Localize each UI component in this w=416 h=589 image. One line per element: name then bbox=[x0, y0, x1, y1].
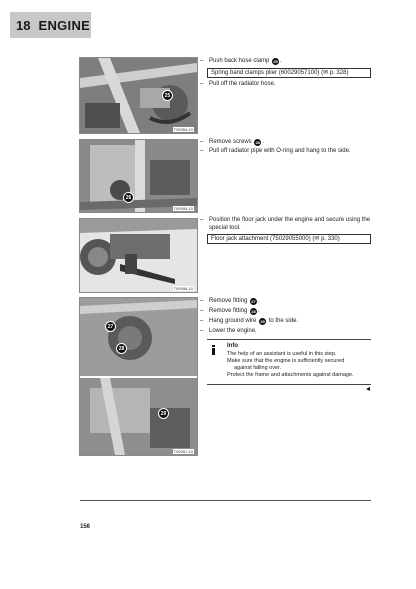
step-text-end: . bbox=[258, 308, 260, 314]
bullet-dash: – bbox=[200, 58, 204, 64]
info-text bbox=[227, 351, 354, 379]
info-line: The help of an assistant is useful in this step. bbox=[227, 351, 337, 357]
chapter-header bbox=[10, 12, 91, 38]
step-text-end: . bbox=[262, 139, 265, 145]
chapter-number: 18 bbox=[16, 17, 31, 33]
step-text-end: . bbox=[258, 298, 260, 304]
step4-remove-fitting-27 bbox=[209, 297, 260, 305]
step2-remove-screws bbox=[209, 138, 264, 146]
section-end-arrow bbox=[366, 387, 370, 391]
photo-radiator-hose bbox=[79, 57, 198, 134]
bullet-dash: – bbox=[200, 148, 204, 154]
step-text-line: special tool. bbox=[209, 225, 241, 231]
chapter-title: ENGINE bbox=[38, 17, 91, 33]
step4-remove-fitting-28 bbox=[209, 307, 260, 315]
callout-27: 27 bbox=[105, 321, 116, 332]
photo-radiator-hose-image bbox=[80, 58, 197, 133]
step-text-line: Position the floor jack under the engine and secure using the bbox=[209, 217, 371, 223]
photo-code: T00957-10 bbox=[173, 449, 193, 454]
info-title: Info bbox=[227, 343, 238, 349]
callout-25: 25 bbox=[162, 90, 173, 101]
info-bottom-rule bbox=[207, 384, 371, 385]
callout-26: 26 bbox=[123, 192, 134, 203]
ref-25: 25 bbox=[273, 59, 278, 64]
bullet-dash: – bbox=[200, 139, 204, 145]
callout-28: 28 bbox=[116, 343, 127, 354]
bullet-dash: – bbox=[200, 328, 204, 334]
ref-27: 27 bbox=[251, 299, 256, 304]
step1-push-back-hose-clamp bbox=[209, 57, 282, 65]
step-text: Remove fitting bbox=[209, 308, 248, 314]
photo-code: T00956-10 bbox=[173, 286, 193, 291]
step4-lower-engine: Lower the engine. bbox=[209, 328, 257, 334]
step-text-end: to the side. bbox=[268, 318, 299, 324]
ref-26: 26 bbox=[255, 140, 261, 145]
step-text: Remove screws bbox=[209, 139, 252, 145]
photo-code: T00954-10 bbox=[173, 127, 193, 132]
info-line: Protect the frame and attachments against damage. bbox=[227, 372, 354, 378]
info-icon bbox=[210, 345, 217, 355]
footer-rule bbox=[80, 500, 371, 501]
photo-floor-jack-image bbox=[80, 219, 197, 292]
info-line: Make sure that the engine is sufficiently secured bbox=[227, 358, 345, 364]
bullet-dash: – bbox=[200, 298, 204, 304]
step-text-end: . bbox=[280, 58, 282, 64]
bullet-dash: – bbox=[200, 81, 204, 87]
callout-29: 29 bbox=[158, 408, 169, 419]
photo-radiator-pipe-image bbox=[80, 140, 197, 212]
tool-spring-band-pliers: Spring band clamps plier (60029057100) (✉ p. 328) bbox=[207, 68, 371, 78]
bullet-dash: – bbox=[200, 318, 204, 324]
info-top-rule bbox=[207, 339, 371, 340]
tool-floor-jack-attachment: Floor jack attachment (75029055000) (✉ p. 330) bbox=[207, 234, 371, 244]
ref-29: 29 bbox=[260, 319, 265, 324]
photo-code: T00955-10 bbox=[173, 206, 193, 211]
step-text: Push back hose clamp bbox=[209, 58, 270, 64]
photo-engine-fittings-image bbox=[80, 298, 197, 455]
step3-position-floor-jack bbox=[209, 216, 370, 232]
photo-radiator-pipe bbox=[79, 139, 198, 213]
bullet-dash: – bbox=[200, 217, 204, 223]
step-text: Remove fitting bbox=[209, 298, 248, 304]
photo-engine-fittings bbox=[79, 297, 198, 456]
photo-floor-jack bbox=[79, 218, 198, 293]
step2-pull-off-pipe: Pull off radiator pipe with O-ring and hang to the side. bbox=[209, 148, 351, 154]
info-line: against falling over. bbox=[234, 365, 282, 371]
step4-hang-ground-wire bbox=[209, 317, 298, 325]
ref-28: 28 bbox=[251, 309, 256, 314]
step-text: Hang ground wire bbox=[209, 318, 257, 324]
page-number: 156 bbox=[80, 524, 91, 530]
bullet-dash: – bbox=[200, 308, 204, 314]
step1-pull-off-hose: Pull off the radiator hose. bbox=[209, 81, 276, 87]
